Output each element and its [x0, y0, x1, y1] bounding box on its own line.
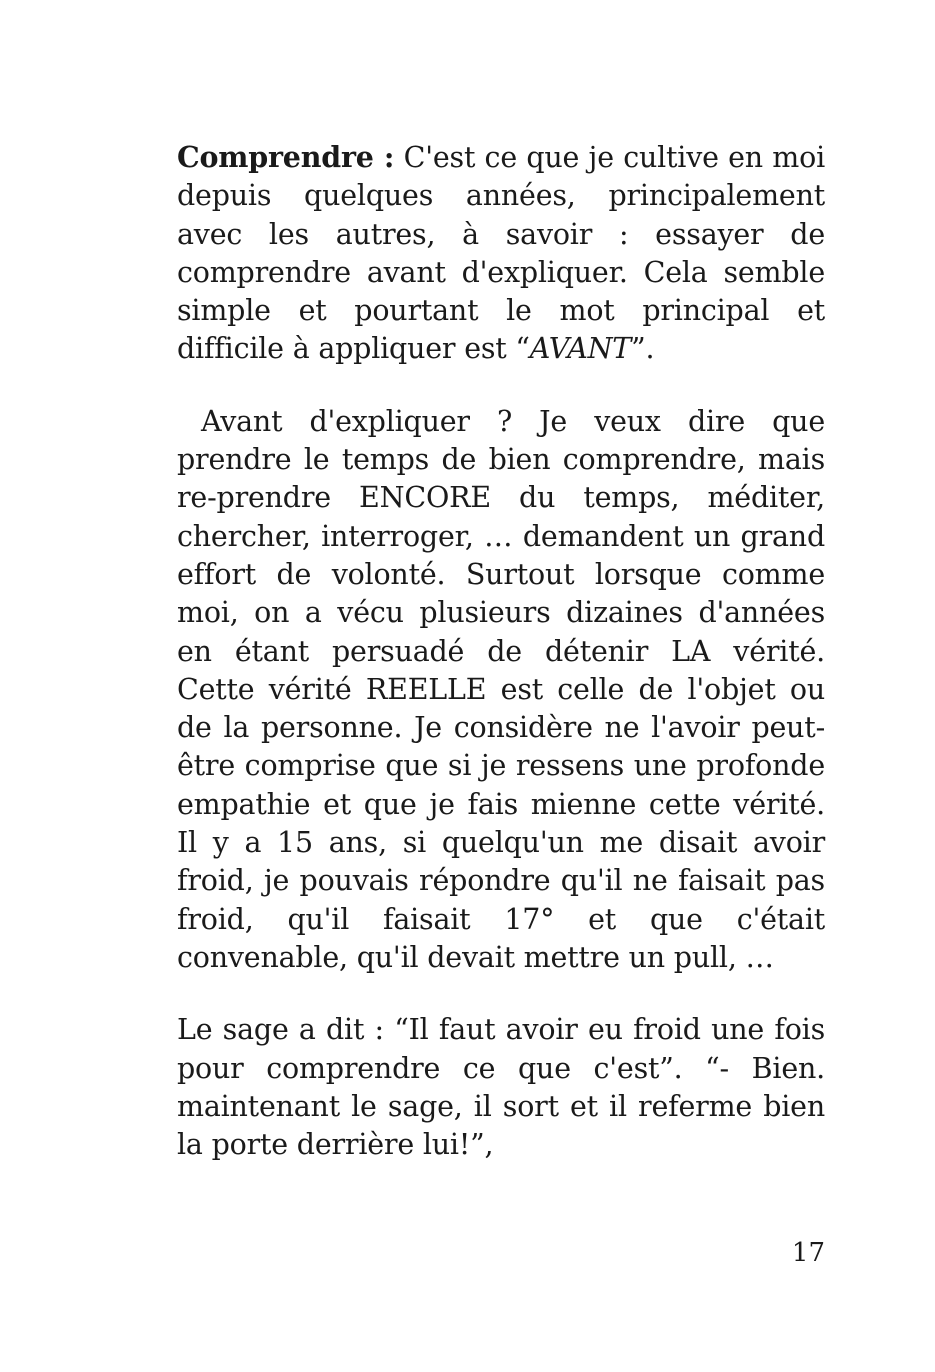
paragraph-text: C'est ce que je cultive en moi depuis quelques années, principalement avec les autres, à savoir : essayer de comprendre avant d'expliquer. Cela semble simple et pourtant le mot principal et difficile à appliquer est “ [177, 141, 825, 366]
body-text [177, 138, 825, 1164]
term-heading: Comprendre : [177, 140, 395, 174]
paragraph-sage: Le sage a dit : “Il faut avoir eu froid une fois pour comprendre ce que c'est”. “- Bien. maintenant le sage, il sort et il referme bien la porte derrière lui!”, [177, 1013, 825, 1162]
paragraph-avant: Avant d'expliquer ? Je veux dire que prendre le temps de bien comprendre, mais re-prendre ENCORE du temps, méditer, chercher, interroger, … demandent un grand effort de volonté. Surtout lorsque comme moi, on a vécu plusieurs dizaines d'années en étant persuadé de détenir LA vérité. Cette vérité REELLE est celle de l'objet ou de la personne. Je considère ne l'avoir peut-être comprise que si je ressens une profonde empathie et que je fais mienne cette vérité. Il y a 15 ans, si quelqu'un me disait avoir froid, je pouvais répondre qu'il ne faisait pas froid, qu'il faisait 17° et que c'était convenable, qu'il devait mettre un pull, … [177, 404, 825, 974]
page-number: 17 [791, 1238, 825, 1268]
emphasized-word: AVANT [529, 332, 632, 366]
paragraph-text-end: ”. [631, 332, 655, 366]
paragraph-comprendre [177, 138, 825, 369]
